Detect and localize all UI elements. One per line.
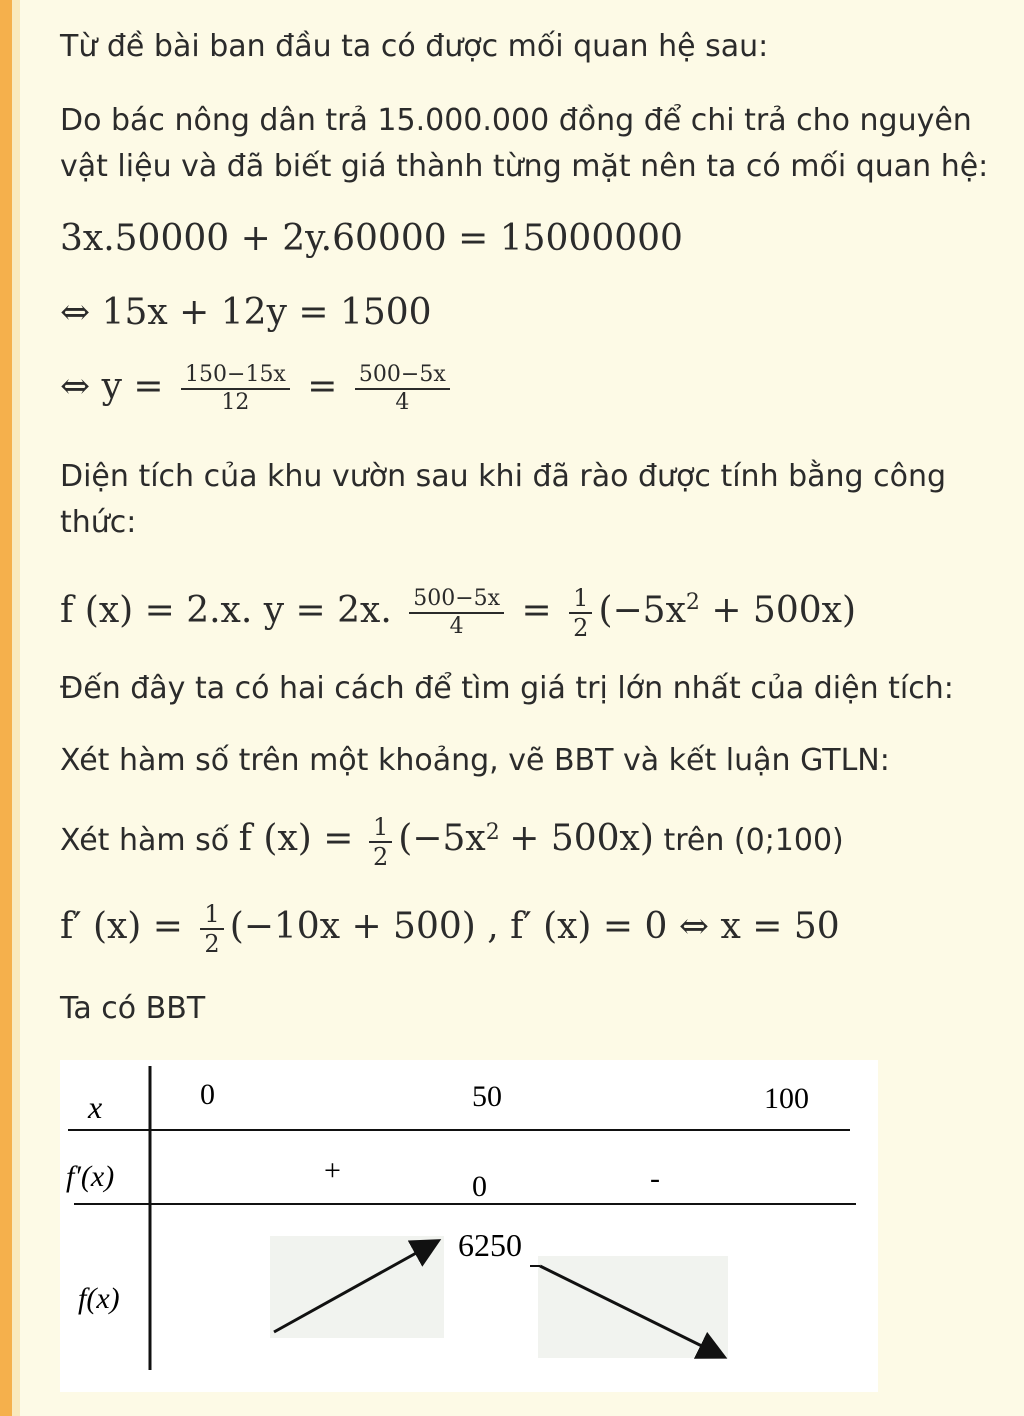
area-text-line2: thức: — [60, 505, 137, 540]
area-fraction-denominator: 4 — [449, 614, 464, 639]
square-exponent: 2 — [685, 590, 700, 615]
cost-text-line2: vật liệu và đã biết giá thành từng mặt nên ta có mối quan hệ: — [60, 149, 989, 184]
fraction-2-numerator: 500−5x — [355, 362, 450, 390]
sign-plus: + — [324, 1154, 341, 1187]
half-numerator: 1 — [569, 584, 592, 614]
half-fraction — [569, 584, 592, 642]
row-label-f: f(x) — [78, 1282, 120, 1315]
ta-co-bbt-text: Ta có BBT — [60, 991, 206, 1026]
fraction-2 — [355, 362, 450, 416]
derivative-half-numerator: 1 — [200, 900, 223, 930]
fraction-1-denominator: 12 — [221, 390, 250, 415]
consider-half — [369, 813, 392, 871]
variation-table-svg — [60, 1060, 878, 1392]
equals-sign: = — [521, 590, 552, 631]
consider-poly2: + 500x) — [509, 818, 654, 859]
consider-fx: f (x) = — [238, 818, 354, 859]
area-text-line1: Diện tích của khu vườn sau khi đã rào được tính bằng công — [60, 459, 947, 494]
derivative-half-denominator: 2 — [204, 930, 220, 958]
equation-3 — [60, 362, 456, 416]
method-text: Xét hàm số trên một khoảng, vẽ BBT và kết luận GTLN: — [60, 743, 890, 778]
consider-prefix: Xét hàm số — [60, 823, 230, 858]
derivative-half — [200, 900, 223, 958]
area-formula — [60, 580, 856, 642]
area-formula-left: f (x) = 2.x. y = 2x. — [60, 590, 392, 631]
consider-suffix: trên (0;100) — [663, 823, 844, 858]
two-ways-text: Đến đây ta có hai cách để tìm giá trị lớn nhất của diện tích: — [60, 671, 954, 706]
x-value-50: 50 — [472, 1080, 502, 1113]
derivative-right: (−10x + 500) , f′ (x) = 0 ⇔ x = 50 — [229, 906, 840, 947]
area-formula-right2: + 500x) — [711, 590, 856, 631]
sign-zero: 0 — [472, 1170, 487, 1203]
sign-minus: - — [650, 1162, 660, 1195]
left-edge-shade — [12, 0, 20, 1416]
consider-exponent: 2 — [485, 820, 500, 845]
x-value-100: 100 — [764, 1082, 809, 1115]
area-fraction — [409, 586, 504, 640]
equation-3-left: ⇔ y = — [60, 366, 164, 407]
derivative-left: f′ (x) = — [60, 906, 183, 947]
x-value-0: 0 — [200, 1078, 215, 1111]
row-label-fprime: f′(x) — [66, 1160, 115, 1193]
half-denominator: 2 — [573, 614, 589, 642]
shade-right — [538, 1256, 728, 1358]
row-label-x: x — [88, 1089, 103, 1125]
consider-poly: (−5x — [398, 818, 486, 859]
fraction-1 — [181, 362, 290, 416]
equation-2: ⇔ 15x + 12y = 1500 — [60, 292, 432, 333]
max-value: 6250 — [458, 1227, 522, 1263]
cost-text-line1: Do bác nông dân trả 15.000.000 đồng để chi trả cho nguyên — [60, 103, 972, 138]
variation-table — [60, 1060, 878, 1392]
consider-half-numerator: 1 — [369, 813, 392, 843]
equation-1: 3x.50000 + 2y.60000 = 15000000 — [60, 218, 683, 259]
consider-half-denominator: 2 — [372, 842, 389, 871]
consider-function-line — [60, 810, 844, 871]
fraction-2-denominator: 4 — [395, 390, 410, 415]
intro-text: Từ đề bài ban đầu ta có được mối quan hệ sau: — [60, 29, 769, 64]
derivative-line — [60, 900, 840, 958]
equals-sign: = — [307, 366, 338, 407]
left-accent-bar — [0, 0, 12, 1416]
area-formula-right: (−5x — [598, 590, 686, 631]
fraction-1-numerator: 150−15x — [181, 362, 290, 390]
area-fraction-numerator: 500−5x — [409, 586, 504, 614]
